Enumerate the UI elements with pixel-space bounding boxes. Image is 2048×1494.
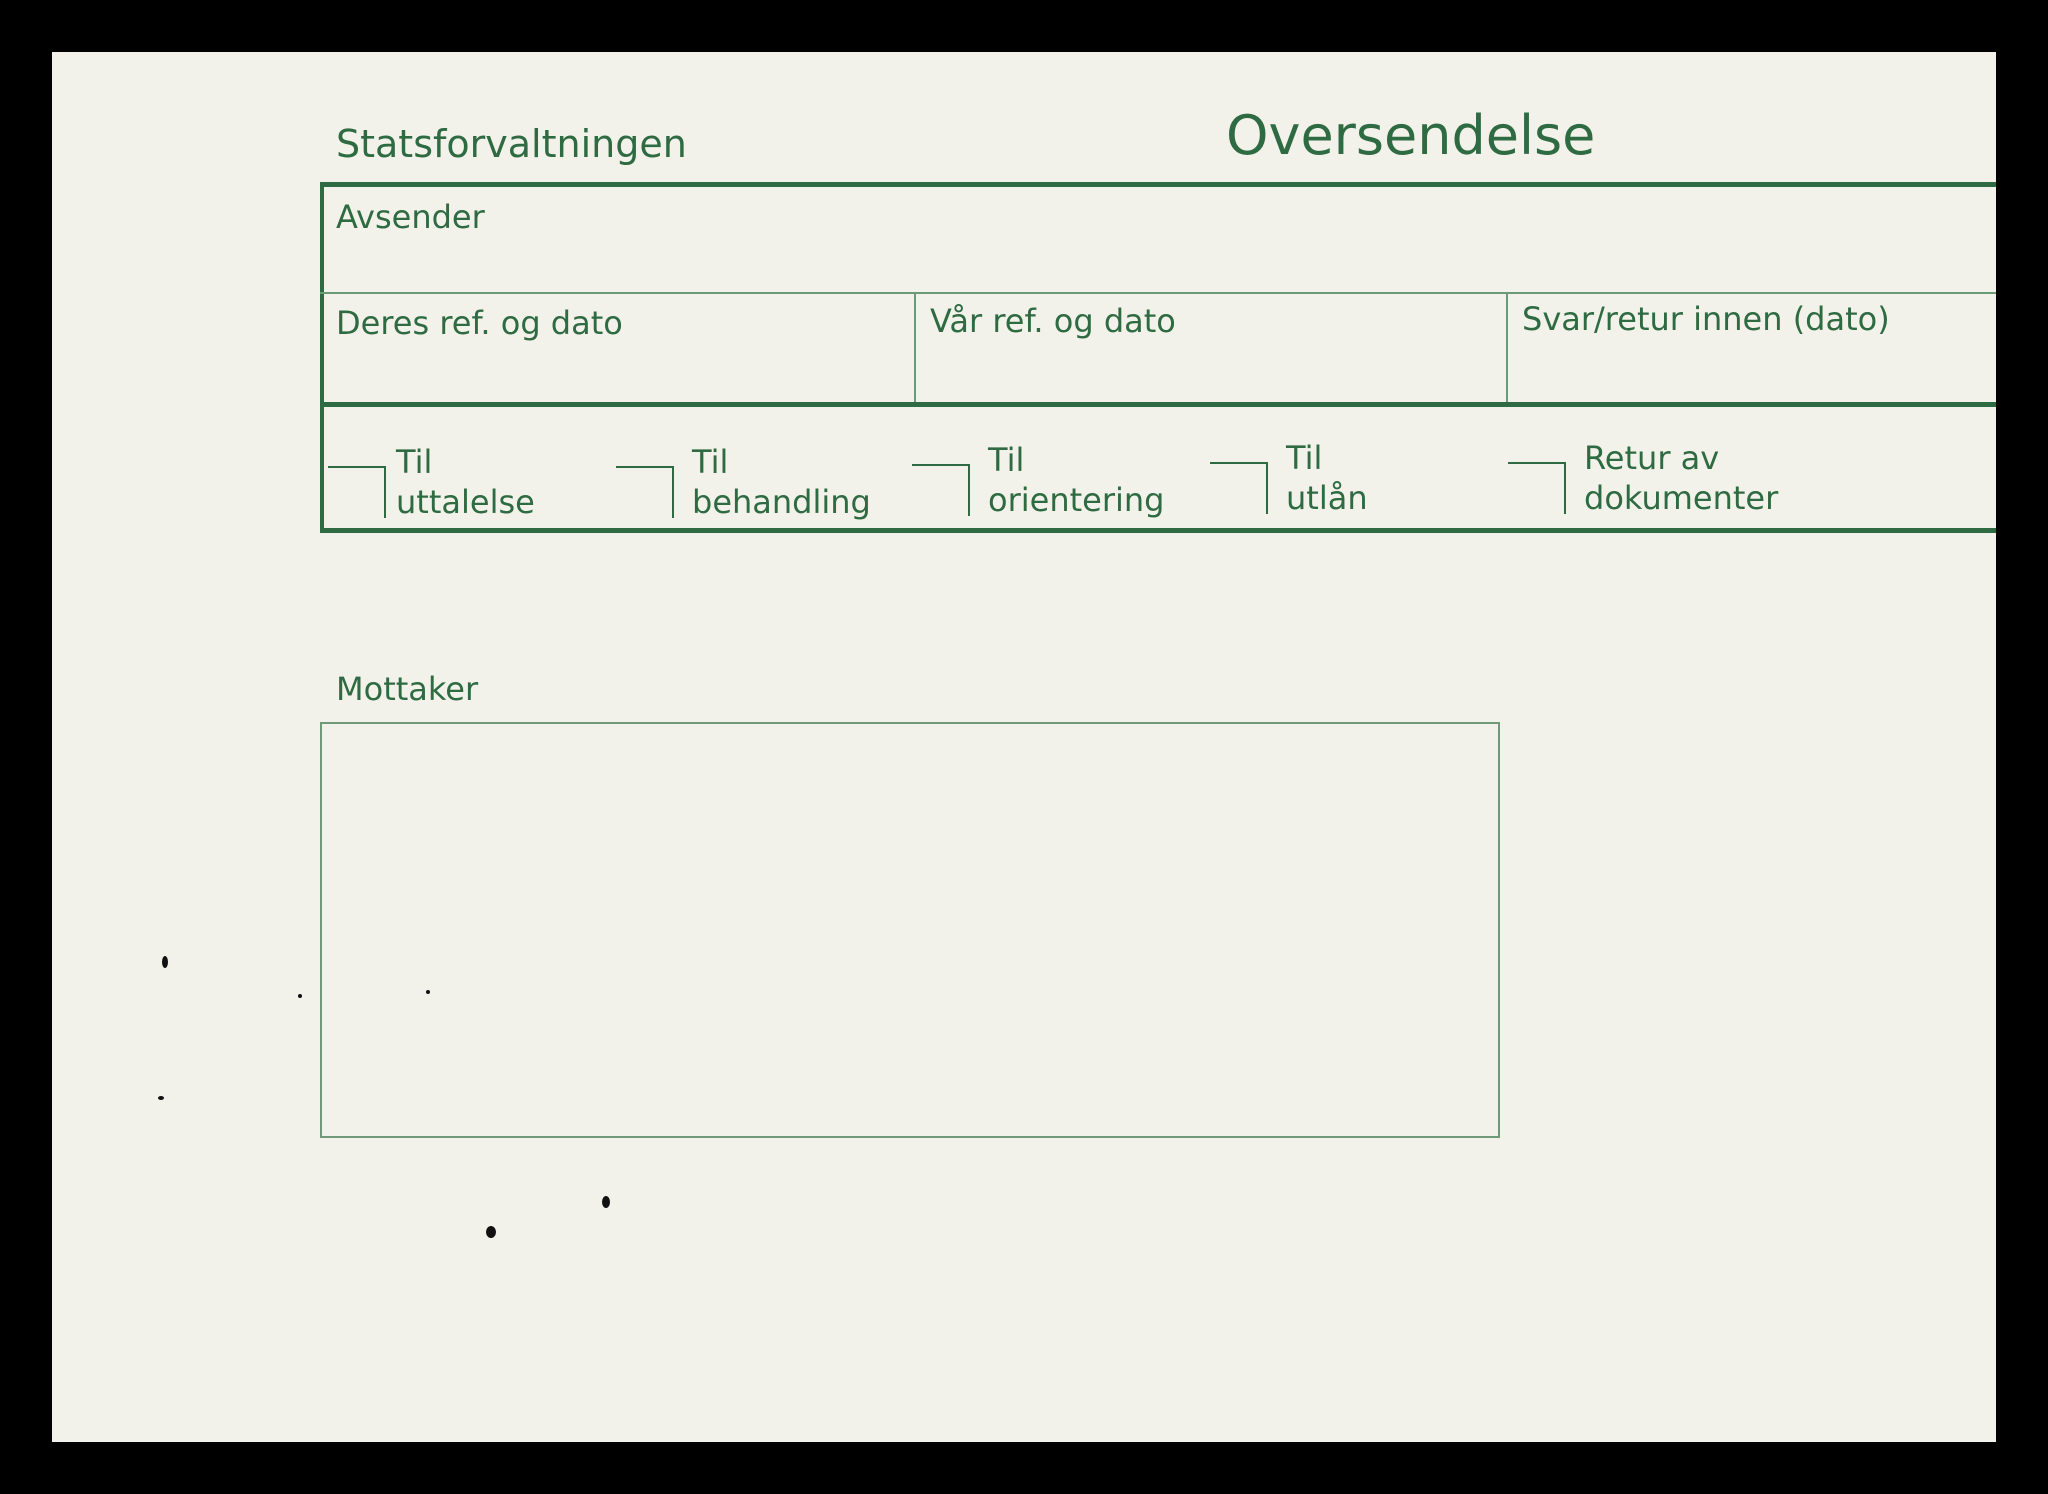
left-rule bbox=[320, 182, 324, 532]
option-line1: Til bbox=[396, 443, 433, 481]
bottom-rule bbox=[320, 528, 1996, 533]
sender-label: Avsender bbox=[336, 198, 485, 236]
our-ref-label: Vår ref. og dato bbox=[930, 302, 1176, 340]
ref-column-divider-2 bbox=[1506, 294, 1508, 402]
your-ref-label: Deres ref. og dato bbox=[336, 304, 623, 342]
ref-column-divider-1 bbox=[914, 294, 916, 402]
ref-divider bbox=[320, 402, 1996, 407]
option-line1: Til bbox=[988, 441, 1025, 479]
sender-divider bbox=[320, 292, 1996, 294]
organization-name: Statsforvaltningen bbox=[336, 122, 687, 166]
option-line2: behandling bbox=[692, 483, 871, 521]
option-line2: orientering bbox=[988, 481, 1165, 519]
checkbox[interactable] bbox=[328, 466, 386, 518]
recipient-label: Mottaker bbox=[336, 670, 479, 708]
option-line2: uttalelse bbox=[396, 483, 535, 521]
checkbox[interactable] bbox=[616, 466, 674, 518]
paper-speck bbox=[426, 990, 430, 994]
paper-speck bbox=[162, 956, 168, 968]
paper-speck bbox=[486, 1226, 496, 1238]
checkbox[interactable] bbox=[1210, 462, 1268, 514]
form-card bbox=[52, 52, 1996, 1442]
option-line2: dokumenter bbox=[1584, 479, 1779, 517]
paper-speck bbox=[158, 1096, 164, 1100]
reply-by-label: Svar/retur innen (dato) bbox=[1522, 300, 1890, 338]
recipient-box[interactable] bbox=[320, 722, 1500, 1138]
paper-speck bbox=[602, 1196, 610, 1208]
top-rule bbox=[320, 182, 1996, 187]
option-line2: utlån bbox=[1286, 479, 1368, 517]
paper-speck bbox=[298, 994, 302, 998]
form-title: Oversendelse bbox=[1226, 104, 1596, 167]
option-line1: Retur av bbox=[1584, 439, 1720, 477]
checkbox[interactable] bbox=[1508, 462, 1566, 514]
option-line1: Til bbox=[692, 443, 729, 481]
checkbox[interactable] bbox=[912, 464, 970, 516]
option-line1: Til bbox=[1286, 439, 1323, 477]
